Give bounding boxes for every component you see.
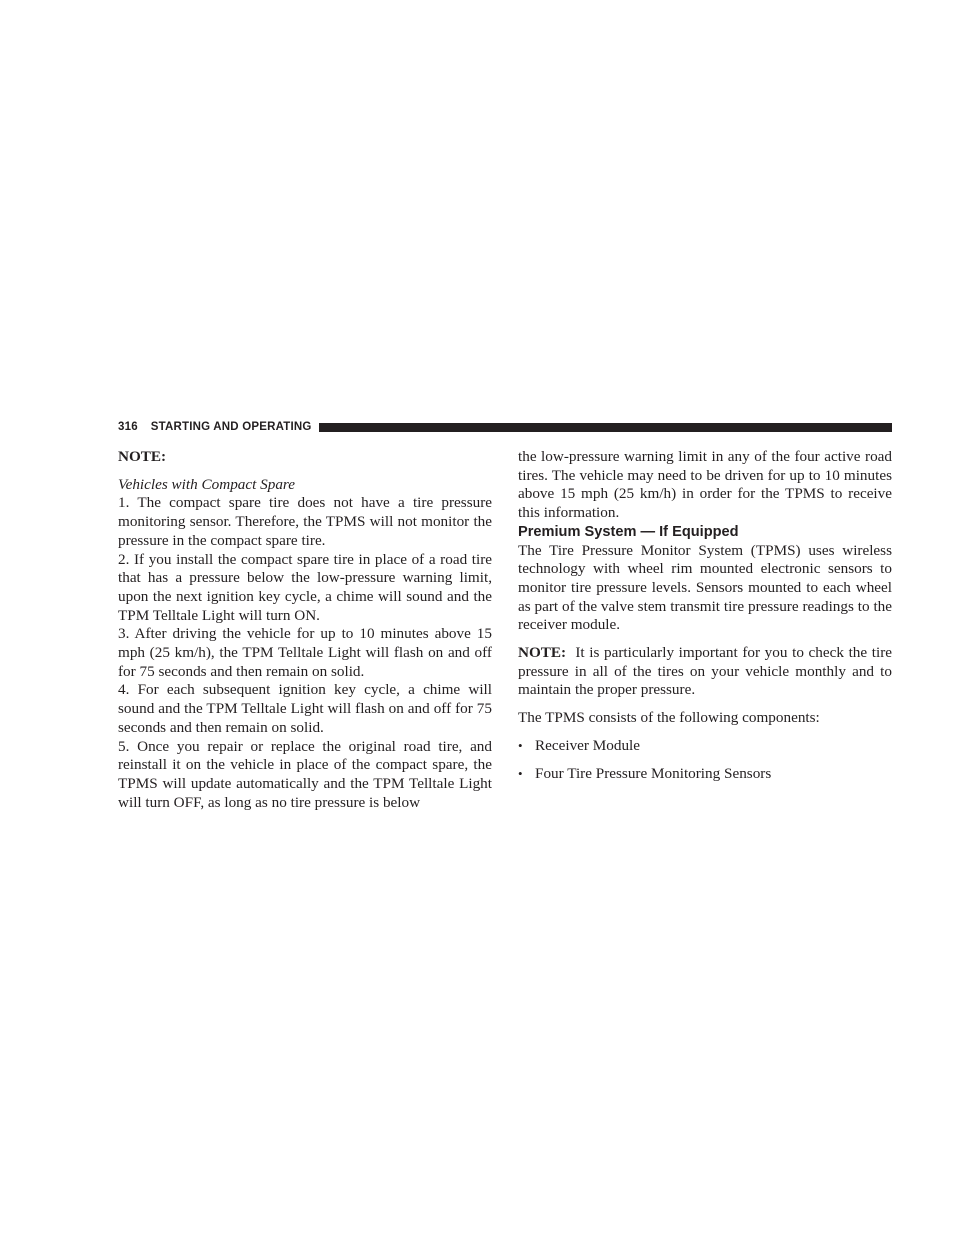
note-label-right: NOTE: bbox=[518, 644, 567, 662]
note-text: It is particularly important for you to check the tire pressure in all of the tires on your vehicle monthly and to maintain the proper pressure. bbox=[518, 644, 893, 699]
list-item bbox=[518, 765, 892, 784]
components-list bbox=[518, 737, 892, 783]
list-item-text: Four Tire Pressure Monitoring Sensors bbox=[535, 764, 772, 782]
paragraph-5: 5. Once you repair or replace the original road tire, and reinstall it on the vehicle in place of the compact spare, the TPMS will update automatically and the TPM Telltale Light will turn OFF, as long as no tire pressure is below bbox=[118, 737, 492, 811]
bullet-icon: • bbox=[518, 765, 523, 781]
subtitle-compact-spare: Vehicles with Compact Spare bbox=[118, 475, 296, 493]
paragraph-continued: the low-pressure warning limit in any of the four active road tires. The vehicle may need to be driven for up to 10 minutes above 15 mph (25 km/h) in order for the TPMS to receive this information. bbox=[518, 448, 892, 522]
section-title: STARTING AND OPERATING bbox=[150, 421, 312, 433]
paragraph-3: 3. After driving the vehicle for up to 10 minutes above 15 mph (25 km/h), the TPM Telltale Light will flash on and off for 75 seconds and then remain on solid. bbox=[118, 625, 492, 680]
paragraph-2: 2. If you install the compact spare tire in place of a road tire that has a pressure below the low-pressure warning limit, upon the next ignition key cycle, a chime will sound and the TPM Telltale Light will turn ON. bbox=[118, 550, 492, 624]
page-header bbox=[118, 419, 892, 435]
bullet-icon: • bbox=[518, 737, 523, 753]
components-intro: The TPMS consists of the following components: bbox=[518, 709, 820, 727]
note-label: NOTE: bbox=[118, 448, 167, 465]
right-column bbox=[518, 448, 892, 792]
note-paragraph bbox=[518, 644, 892, 700]
paragraph-tpms-intro: The Tire Pressure Monitor System (TPMS) uses wireless technology with wheel rim mounted electronic sensors to monitor tire pressure levels. Sensors mounted to each wheel as part of the valve stem transmit tire pressure readings to the receiver module. bbox=[518, 541, 892, 634]
list-item-text: Receiver Module bbox=[535, 736, 641, 754]
list-item bbox=[518, 737, 892, 756]
left-column bbox=[118, 448, 492, 812]
header-rule bbox=[319, 423, 892, 432]
page-number: 316 bbox=[118, 421, 138, 433]
heading-premium-system: Premium System — If Equipped bbox=[518, 523, 739, 540]
paragraph-1: 1. The compact spare tire does not have a tire pressure monitoring sensor. Therefore, the TPMS will not monitor the pressure in the compact spare tire. bbox=[118, 494, 492, 549]
paragraph-4: 4. For each subsequent ignition key cycle, a chime will sound and the TPM Telltale Light will flash on and off for 75 seconds and then remain on solid. bbox=[118, 681, 492, 736]
